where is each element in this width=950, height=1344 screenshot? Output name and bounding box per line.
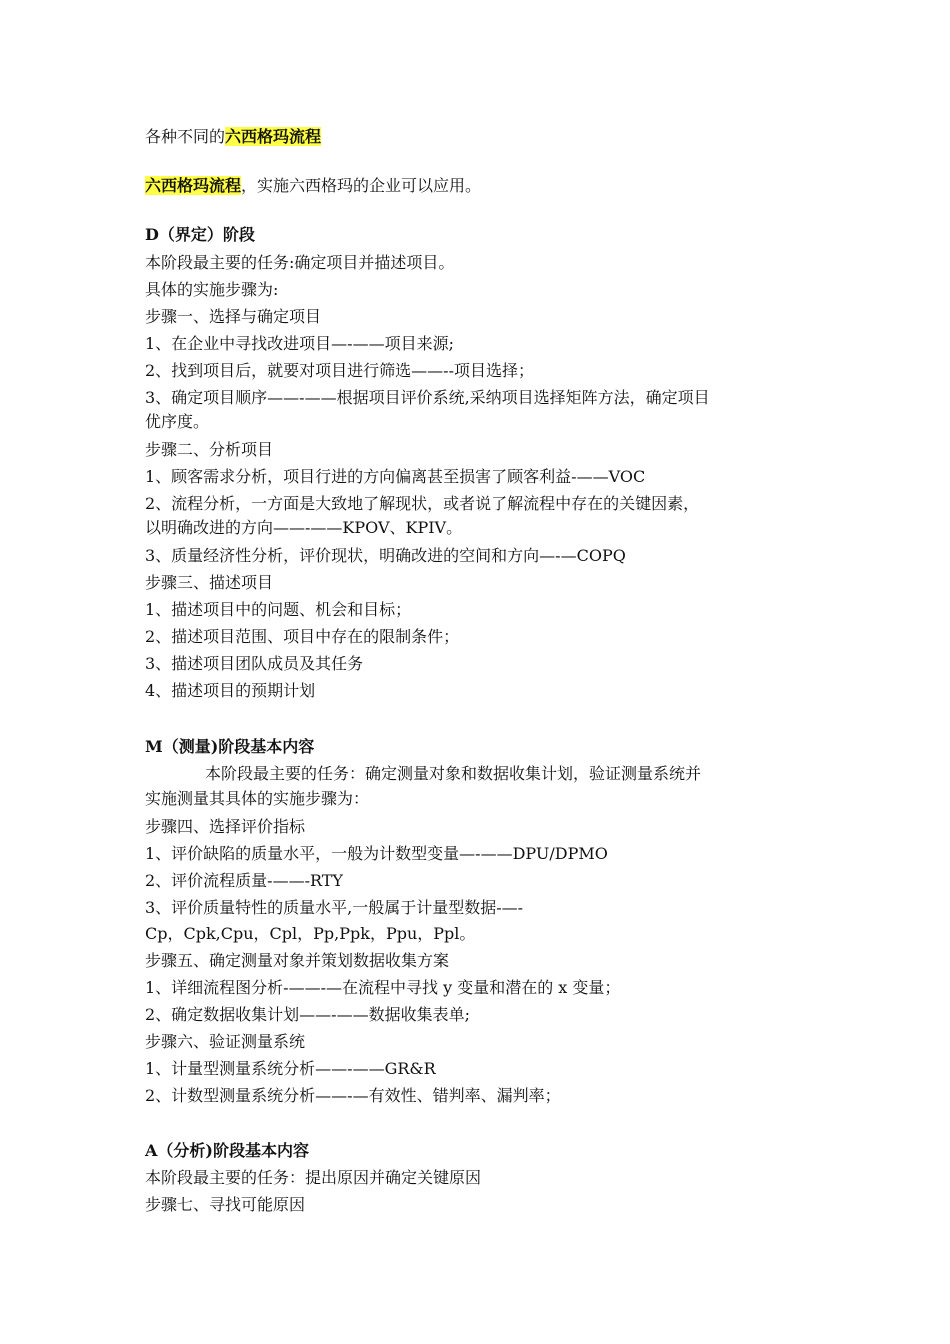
intro-line — [145, 176, 481, 196]
doc-title — [145, 127, 321, 147]
d-line: 1、描述项目中的问题、机会和目标； — [145, 600, 412, 619]
m-indent-line: 本阶段最主要的任务：确定测量对象和数据收集计划，验证测量系统并 — [205, 764, 702, 783]
d-line: 3、质量经济性分析，评价现状，明确改进的空间和方向—-—COPQ — [145, 546, 626, 565]
d-line: 2、找到项目后，就要对项目进行筛选——--项目选择； — [145, 361, 534, 380]
d-line: 以明确改进的方向——-——KPOV、KPIV。 — [145, 518, 463, 537]
a-phase-heading: A（分析)阶段基本内容 — [145, 1141, 309, 1160]
d-line: 本阶段最主要的任务:确定项目并描述项目。 — [145, 253, 455, 272]
title-prefix: 各种不同的 — [145, 127, 226, 146]
a-line: 本阶段最主要的任务：提出原因并确定关键原因 — [145, 1168, 482, 1187]
m-line: 1、详细流程图分析-——-—在流程中寻找 y 变量和潜在的 x 变量； — [145, 978, 621, 997]
a-line: 步骤七、寻找可能原因 — [145, 1195, 306, 1214]
d-line: 4、描述项目的预期计划 — [145, 681, 316, 700]
intro-highlight: 六西格玛流程 — [145, 176, 242, 195]
m-line: 2、计数型测量系统分析——-—有效性、错判率、漏判率； — [145, 1086, 561, 1105]
m-line: Cp，Cpk,Cpu，Cpl，Pp,Ppk，Ppu，Ppl。 — [145, 924, 476, 943]
d-line: 步骤一、选择与确定项目 — [145, 307, 322, 326]
m-line: 步骤四、选择评价指标 — [145, 817, 306, 836]
d-line: 优序度。 — [145, 412, 210, 431]
m-line: 实施测量其具体的实施步骤为： — [145, 789, 370, 808]
d-line: 2、描述项目范围、项目中存在的限制条件； — [145, 627, 460, 646]
m-line: 2、确定数据收集计划——-——数据收集表单; — [145, 1005, 470, 1024]
d-line: 步骤三、描述项目 — [145, 573, 274, 592]
intro-rest: ，实施六西格玛的企业可以应用。 — [241, 176, 482, 195]
d-line: 3、描述项目团队成员及其任务 — [145, 654, 364, 673]
d-line: 3、确定项目顺序——-——根据项目评价系统,采纳项目选择矩阵方法，确定项目 — [145, 388, 710, 407]
m-line: 步骤五、确定测量对象并策划数据收集方案 — [145, 951, 450, 970]
title-highlight: 六西格玛流程 — [225, 127, 322, 146]
d-line: 1、在企业中寻找改进项目—-——项目来源; — [145, 334, 454, 353]
m-line: 2、评价流程质量-——-RTY — [145, 871, 343, 890]
m-line: 1、评价缺陷的质量水平，一般为计数型变量—-——DPU/DPMO — [145, 844, 608, 863]
m-line: 步骤六、验证测量系统 — [145, 1032, 306, 1051]
d-line: 2、流程分析，一方面是大致地了解现状，或者说了解流程中存在的关键因素， — [145, 494, 700, 513]
d-line: 1、顾客需求分析，项目行进的方向偏离甚至损害了顾客利益-——VOC — [145, 467, 646, 486]
m-line: 1、计量型测量系统分析——-——GR&R — [145, 1059, 436, 1078]
m-phase-heading: M（测量)阶段基本内容 — [145, 737, 315, 756]
d-line: 具体的实施步骤为: — [145, 280, 279, 299]
m-line: 3、评价质量特性的质量水平,一般属于计量型数据-—- — [145, 898, 524, 917]
d-phase-heading: D（界定）阶段 — [145, 225, 255, 244]
d-line: 步骤二、分析项目 — [145, 440, 274, 459]
